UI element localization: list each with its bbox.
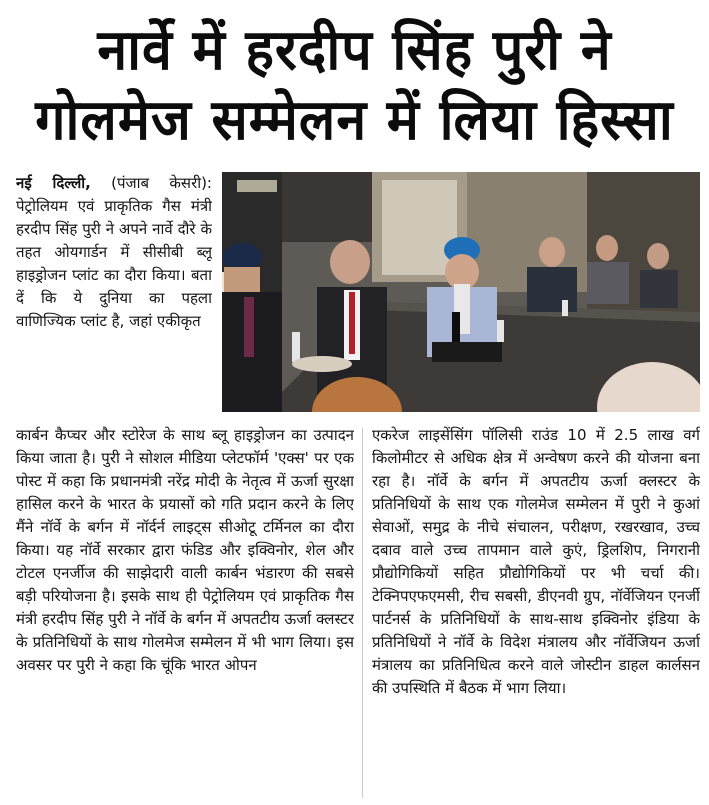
article-left-column <box>16 424 354 802</box>
article-intro <box>16 172 212 333</box>
article-photo <box>222 172 700 412</box>
headline <box>0 0 709 170</box>
headline-line-1: नार्वे में हरदीप सिंह पुरी ने <box>97 18 612 83</box>
source-credit: (पंजाब केसरी): <box>111 174 212 192</box>
article-intro-column <box>16 172 212 424</box>
meeting-photo-illustration <box>222 172 700 412</box>
article-right-column <box>372 424 700 802</box>
article-left-text: कार्बन कैप्चर और स्टोरेज के साथ ब्लू हाइड्रोजन का उत्पादन किया जाता है। पुरी ने सोशल मीडिया प्लेटफॉर्म 'एक्स' पर एक पोस्ट में कहा कि प्रधानमंत्री नरेंद्र मोदी के नेतृत्व में ऊर्जा सुरक्षा हासिल करने के भारत के प्रयासों को गति प्रदान करने के लिए मैंने नॉर्वे के बर्गन में नॉर्दर्न लाइट्स सीओटू टर्मिनल का दौरा किया। यह नॉर्वे सरकार द्वारा फंडिड और इक्विनोर, शेल और टोटल एनर्जीज की साझेदारी वाली कार्बन भंडारण की सबसे बड़ी परियोजना है। इसके साथ ही पेट्रोलियम एवं प्राकृतिक गैस मंत्री हरदीप सिंह पुरी ने नॉर्वे के बर्गन में अपतटीय ऊर्जा क्लस्टर के प्रतिनिधियों के साथ गोलमेज सम्मेलन में भी भाग लिया। इस अवसर पर पुरी ने कहा कि चूंकि भारत ओपन <box>16 426 354 674</box>
intro-text: पेट्रोलियम एवं प्राकृतिक गैस मंत्री हरदीप सिंह पुरी ने अपने नार्वे दौरे के तहत ओयगार्डन में सीसीबी ब्लू हाइड्रोजन प्लांट का दौरा किया। बता दें कि ये दुनिया का पहला वाणिज्यिक प्लांट है, जहां एकीकृत <box>16 197 212 330</box>
dateline: नई दिल्ली, <box>16 174 91 192</box>
column-divider <box>362 428 363 798</box>
article-right-text: एकरेज लाइसेंसिंग पॉलिसी राउंड 10 में 2.5 लाख वर्ग किलोमीटर से अधिक क्षेत्र में अन्वेषण करने की योजना बना रहा है। नॉर्वे के बर्गन में अपतटीय ऊर्जा क्लस्टर के प्रतिनिधियों के साथ एक गोलमेज सम्मेलन में पुरी ने कुआं सेवाओं, समुद्र के नीचे संचालन, परीक्षण, रखरखाव, उच्च दबाव वाले उच्च तापमान वाले कुएं, ड्रिलशिप, निगरानी प्रौद्योगिकियों सहित प्रौद्योगिकियों पर भी चर्चा की। टेक्निपएफएमसी, रीच सबसी, डीएनवी ग्रुप, नॉर्वेजियन एनर्जी पार्टनर्स के प्रतिनिधियों के साथ-साथ इक्विनोर इंडिया के प्रतिनिधियों ने नॉर्वे के विदेश मंत्रालय और नॉर्वेजियन ऊर्जा मंत्रालय का प्रतिनिधित्व करने वाले जोस्टीन डाहल कार्लसन की उपस्थिति में बैठक में भाग लिया। <box>372 426 700 697</box>
headline-line-2: गोलमेज सम्मेलन में लिया हिस्सा <box>35 88 674 153</box>
